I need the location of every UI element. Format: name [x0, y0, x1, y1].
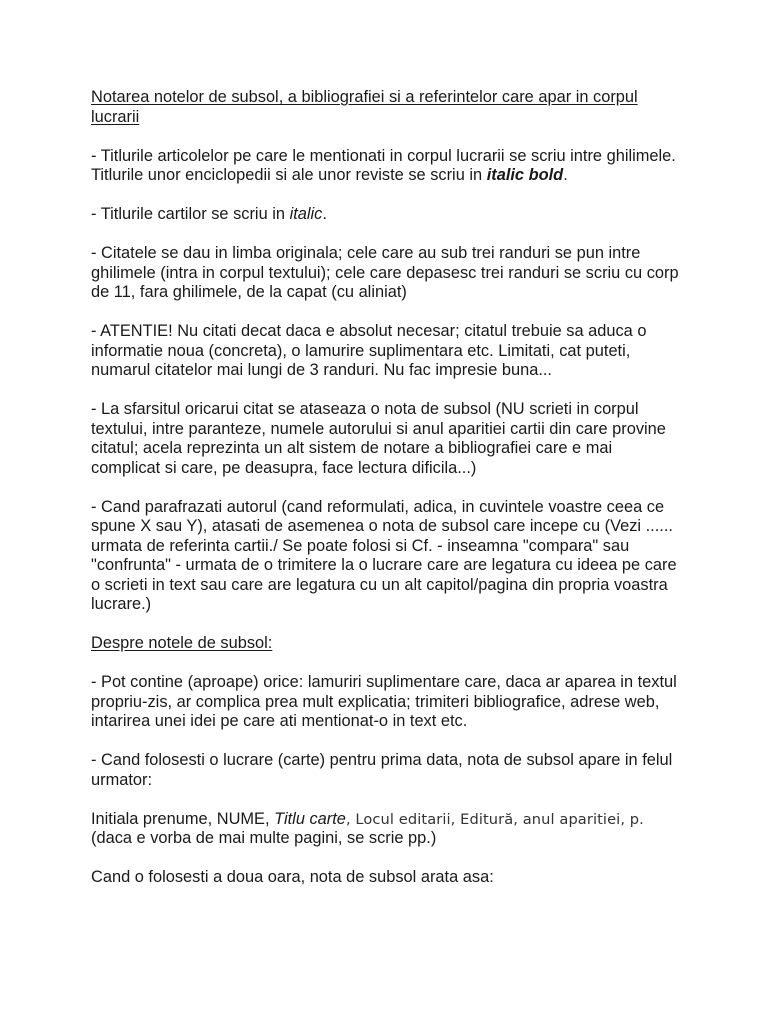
section-subheading — [91, 634, 681, 654]
paragraph-quote-footnote: - La sfarsitul oricarui citat se ataseaza o nota de subsol (NU scrieti in corpul textului, intre paranteze, numele autorului si anul aparitiei cartii din care provine citatul; acela reprezinta un alt sistem de notare a bibliografiei care e mai complicat si care, pe deasupra, face lectura dificila...) — [91, 400, 666, 477]
paragraph-quotes: - Citatele se dau in limba originala; cele care au sub trei randuri se pun intre ghilimele (intra in corpul textului); cele care depasesc trei randuri se scriu cu corp de 11, fara ghilimele, de la capat (cu aliniat) — [91, 244, 679, 301]
paragraph-second-citation: Cand o folosesti a doua oara, nota de subsol arata asa: — [91, 868, 494, 886]
citation-note: (daca e vorba de mai multe pagini, se scrie pp.) — [91, 829, 437, 847]
heading-text: Notarea notelor de subsol, a bibliografiei si a referintelor care apar in corpul lucrarii — [91, 88, 638, 126]
citation-title-italic: Titlu carte — [274, 809, 346, 828]
citation-details: , Locul editarii, Editură, anul aparitiei, p. — [345, 810, 644, 828]
paragraph-text: - Titlurile articolelor pe care le mentionati in corpul lucrarii se scriu intre ghilimele. Titlurile unor enciclopedii si ale unor reviste se scriu in — [91, 146, 676, 184]
subheading-text: Despre notele de subsol: — [91, 634, 273, 652]
paragraph-end: . — [563, 166, 568, 184]
paragraph-first-citation: - Cand folosesti o lucrare (carte) pentru prima data, nota de subsol apare in felul urmator: — [91, 751, 673, 789]
citation-lead: Initiala prenume, NUME, — [91, 809, 275, 828]
paragraph-book-titles — [91, 205, 681, 225]
paragraph-text: - Titlurile cartilor se scriu in — [91, 205, 290, 223]
document-body — [91, 88, 681, 907]
paragraph-end: . — [322, 205, 327, 223]
paragraph-citation-format — [91, 810, 681, 849]
paragraph-footnote-content: - Pot contine (aproape) orice: lamuriri suplimentare care, daca ar aparea in textul propriu-zis, ar complica prea mult explicatia; trimiteri bibliografice, adrese web, intarirea unei idei pe care ati mentionat-o in text etc. — [91, 673, 677, 730]
italic-bold-emphasis: italic bold — [486, 166, 564, 184]
paragraph-article-titles — [91, 147, 681, 186]
italic-emphasis: italic — [289, 205, 323, 223]
document-heading — [91, 88, 681, 127]
paragraph-attention: - ATENTIE! Nu citati decat daca e absolut necesar; citatul trebuie sa aduca o informatie noua (concreta), o lamurire suplimentara etc. Limitati, cat puteti, numarul citatelor mai lungi de 3 randuri. Nu fac impresie buna... — [91, 322, 647, 379]
paragraph-paraphrase: - Cand parafrazati autorul (cand reformulati, adica, in cuvintele voastre ceea ce spune X sau Y), atasati de asemenea o nota de subsol care incepe cu (Vezi ...... urmata de referinta cartii./ Se poate folosi si Cf. - inseamna "compara" sau "confrunta" - urmata de o trimitere la o lucrare care are legatura cu ideea pe care o scrieti in text sau care are legatura cu un alt capitol/pagina din propria voastra lucrare.) — [91, 497, 677, 613]
